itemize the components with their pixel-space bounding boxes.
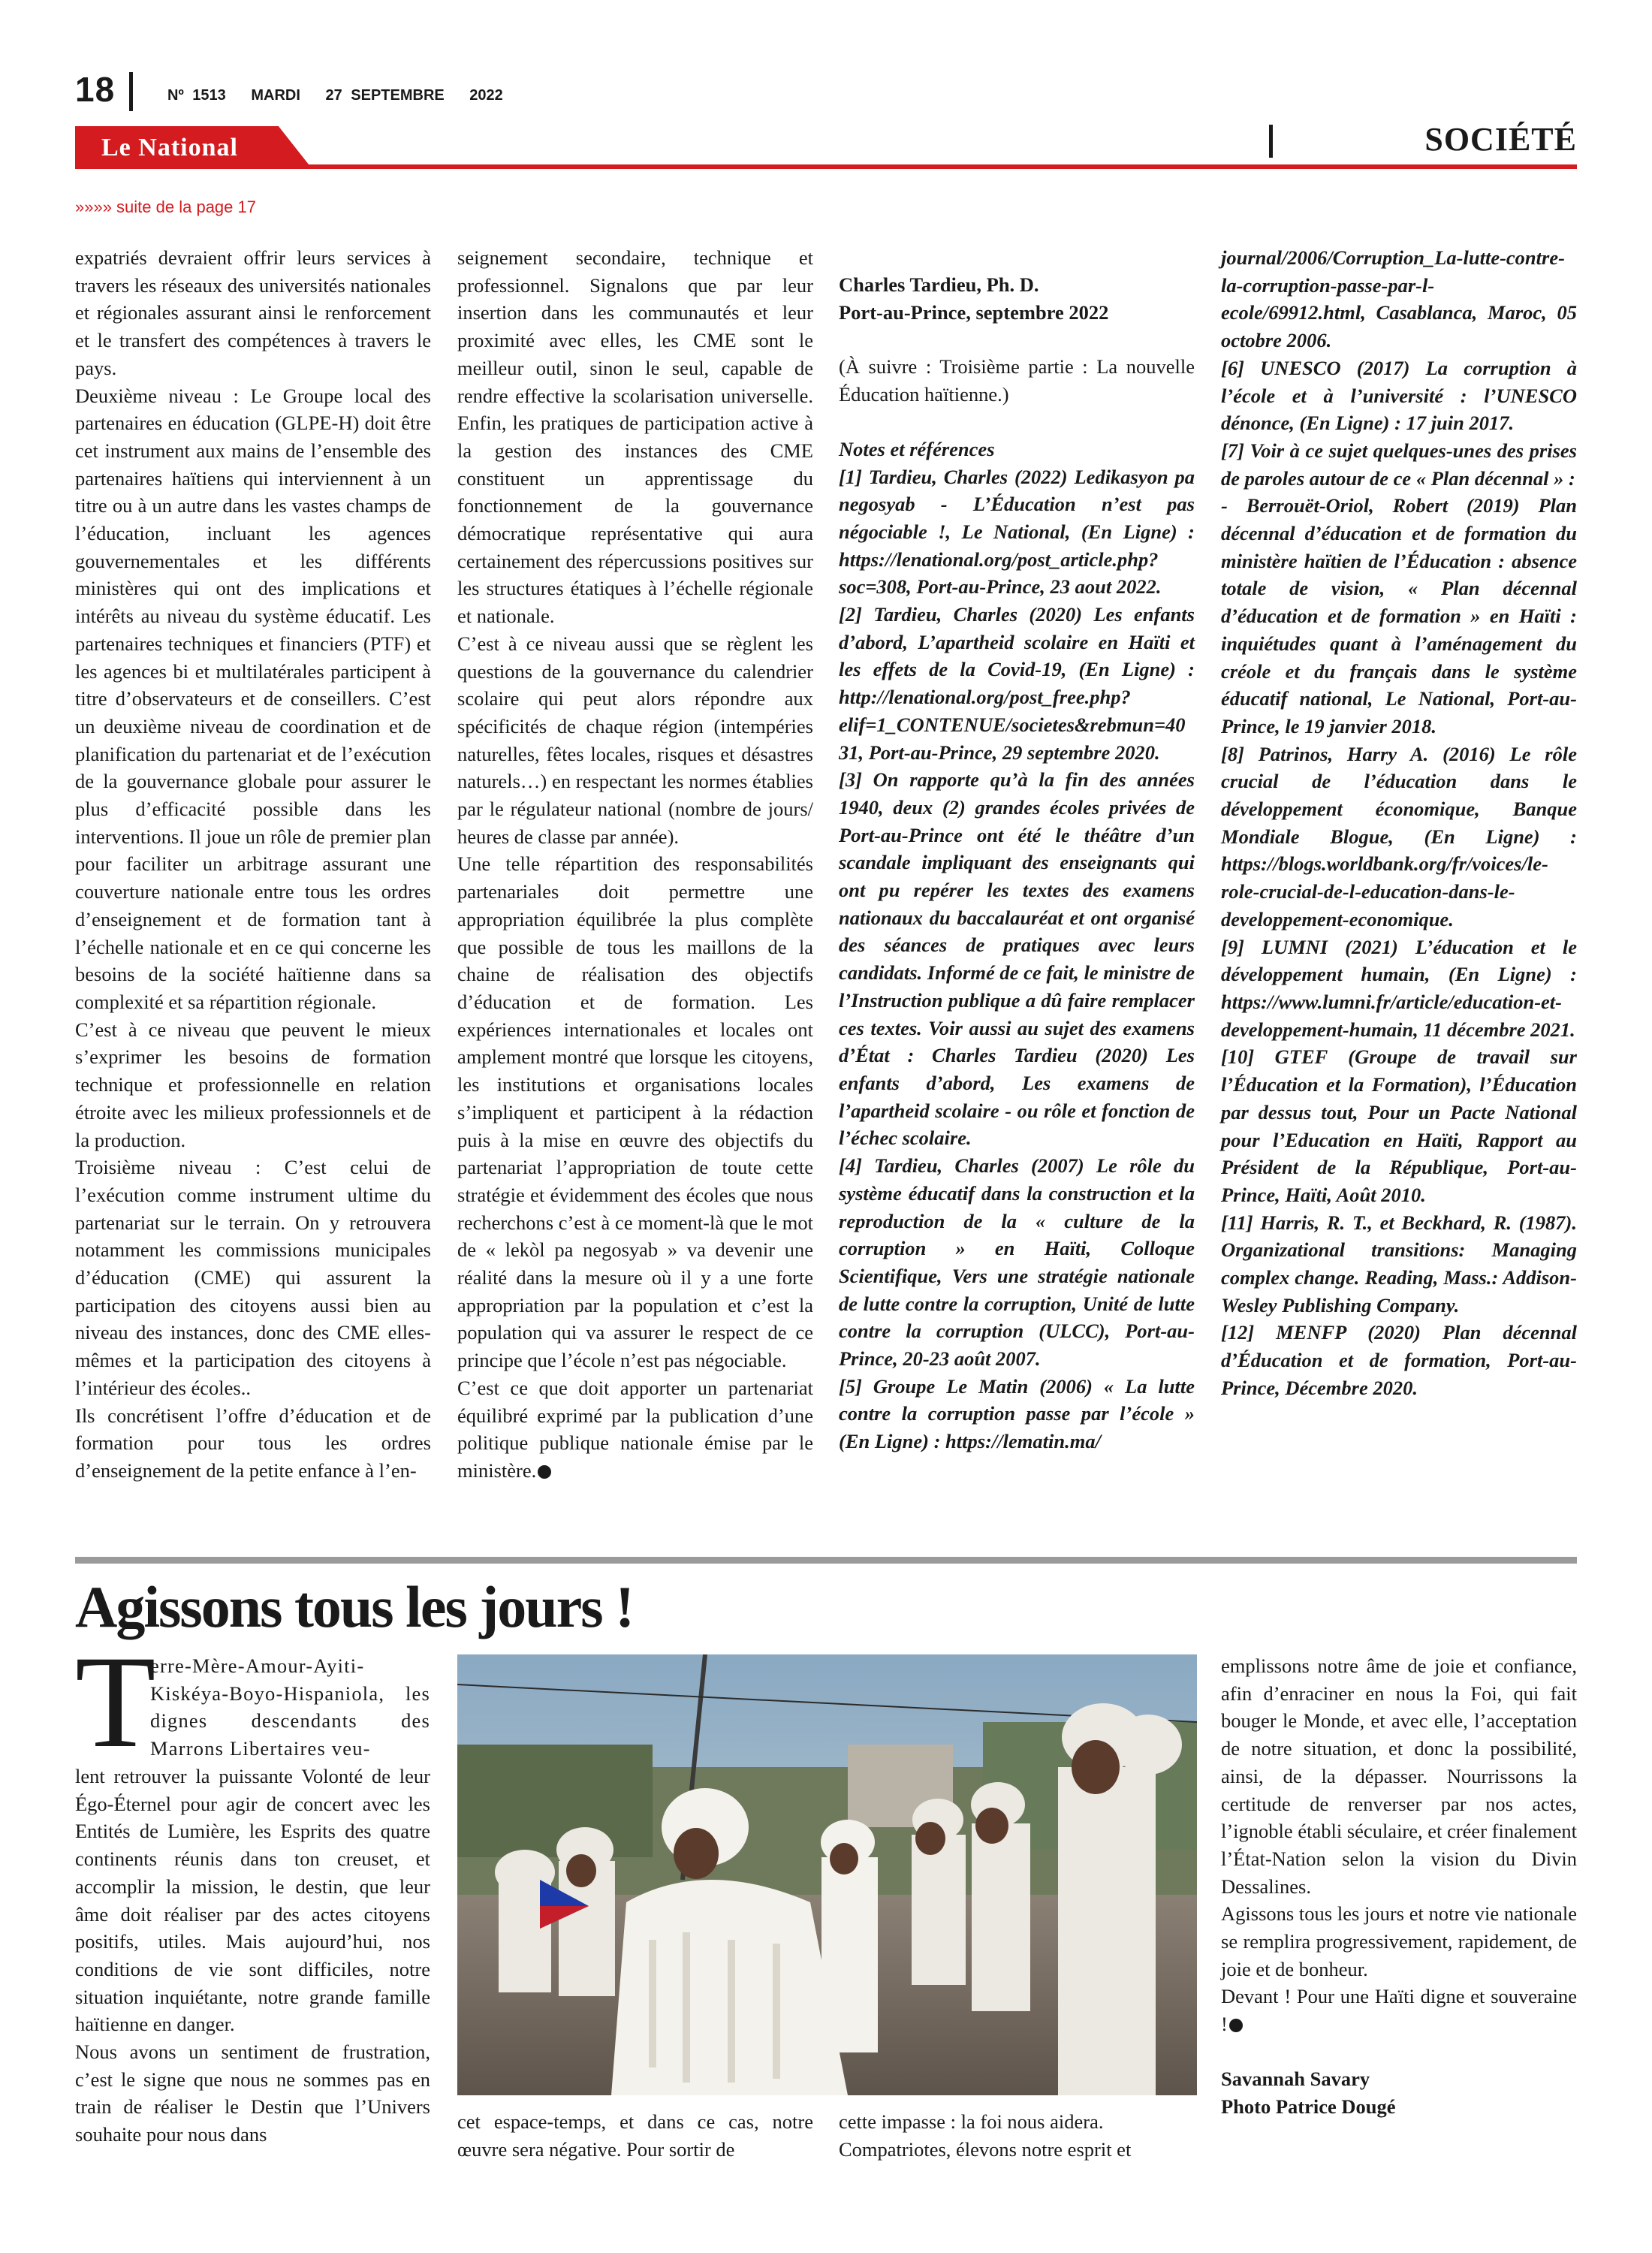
paragraph: lent retrouver la puissante Volonté de leur Égo-Éternel pour agir de concert avec les Entités de Lumière, les Esprits des quatre continents réunis dans ton creuset, et accomplir la mission, le destin, que leur âme doit réaliser par des actes citoyens positifs, utiles. Mais aujourd’hui, nos conditions de vie sont difficiles, notre situation inquiétante, notre grande famille haïtienne en danger. [75, 1765, 430, 2036]
paragraph: expatriés devraient offrir leurs services à travers les réseaux des universités nationales et régionales assurant ainsi le renforcement et le transfert des compétences à travers le pays. [75, 246, 431, 379]
note-7-item: - Berrouët-Oriol, Robert (2019) Plan décennal d’éducation et de formation du ministère haïtien de l’Éducation : absence totale de vision, « Plan décennal d’éducation et de formation » en Haïti : inquiétudes quant à l’aménagement du créole et du français dans le système éducatif national, Le National, Port-au-Prince, le 19 janvier 2018. [1221, 494, 1577, 737]
issue-line [167, 87, 520, 104]
drop-cap: T [75, 1629, 156, 1775]
photo-credit: Photo Patrice Dougé [1221, 2095, 1396, 2118]
paragraph: Une telle répartition des responsabilités partenariales doit permettre une appropriation équilibrée la plus complète que possible de tous les maillons de la chaine de réalisation des objectifs d’éducation et de formation. Les expériences internationales et locales ont amplement montré que lorsque les citoyens, les institutions et organisations locales s’impliquent et participent à la rédaction puis à la mise en œuvre des objectifs du partenariat l’appropriation de toute cette stratégie et évidemment des écoles que nous recherchons c’est à ce moment-là que le mot de « lekòl pa negosyab » va devenir une réalité dans la mesure où il y a une forte appropriation par la population et c’est la population qui va assurer le respect de ce principe que l’école n’est pas négociable. [457, 852, 813, 1372]
paragraph: C’est à ce niveau aussi que se règlent les questions de la gouvernance du calendrier scolaire qui peut alors répondre aux spécificités de chaque région (intempéries naturelles, fêtes locales, risques et désastres naturels…) en respectant les normes établies par le régulateur national (nombre de jours/ heures de classe par année). [457, 632, 813, 848]
paragraph: emplissons notre âme de joie et confiance, afin d’enraciner en nous la Foi, qui fait bouger le Monde, et avec elle, l’acceptation de notre situation, et donc la possibilité, ainsi, de la dépasser. Nourrissons la certitude de renverser par nos actes, l’ignoble établi séculaire, et créer finalement l’État-Nation selon la vision du Divin Dessalines. [1221, 1654, 1577, 1898]
note-11: [11] Harris, R. T., et Beckhard, R. (1987). Organizational transitions: Managing complex change. Reading, Mass.: Addison-Wesley Publishing Company. [1221, 1211, 1577, 1317]
article1-column-2 [457, 244, 813, 1485]
note-1: [1] Tardieu, Charles (2022) Ledikasyon pa negosyab - L’Éducation n’est pas négociable !, Le National, (En Ligne) : https://lenational.org/post_article.php?soc=308, Port-au-Prince, 23 aout 2022. [839, 465, 1195, 599]
end-mark-icon [538, 1465, 551, 1479]
article2-photo [457, 1654, 1197, 2095]
section-divider [1269, 125, 1273, 158]
notes-title: Notes et références [839, 437, 995, 460]
to-follow-note: (À suivre : Troisième partie : La nouvelle Éducation haïtienne.) [839, 355, 1195, 406]
procession-photo-illustration [457, 1654, 1197, 2095]
signature-place: Port-au-Prince, septembre 2022 [839, 300, 1109, 324]
note-9: [9] LUMNI (2021) L’éducation et le développement humain, (En Ligne) : https://www.lumni.fr/article/education-et-developpement-humain, 11 décembre 2021. [1221, 935, 1577, 1041]
author-name: Savannah Savary [1221, 2067, 1370, 2090]
article-divider [75, 1557, 1577, 1564]
note-4: [4] Tardieu, Charles (2007) Le rôle du système éducatif dans la construction et la reproduction de la « culture de la corruption » en Haïti, Colloque Scientifique, Vers une stratégie nationale de lutte contre la corruption, Unité de lutte contre la corruption (ULCC), Port-au-Prince, 20-23 août 2007. [839, 1154, 1195, 1371]
article2-lead [150, 1652, 430, 1763]
note-7: [7] Voir à ce sujet quelques-unes des prises de paroles autour de ce « Plan décennal » : [1221, 439, 1577, 490]
continued-from: »»»» suite de la page 17 [75, 198, 256, 216]
lead-text: erre-Mère-Amour-Ayiti-Kiskéya-Boyo-Hispaniola, les dignes descendants des Marrons Libertaires veu- [150, 1654, 430, 1760]
article1-column-3 [839, 244, 1195, 1455]
signature-name: Charles Tardieu, Ph. D. [839, 273, 1039, 296]
issue-year: 2022 [469, 87, 503, 104]
issue-day: MARDI [251, 87, 300, 104]
note-12: [12] MENFP (2020) Plan décennal d’Éducation et de formation, Port-au-Prince, Décembre 2020. [1221, 1321, 1577, 1399]
paragraph: Ils concrétisent l’offre d’éducation et de formation pour tous les ordres d’enseignement de la petite enfance à l’en- [75, 1404, 431, 1482]
article2-column-2 [457, 2108, 813, 2163]
note-5-cont: journal/2006/Corruption_La-lutte-contre-la-corruption-passe-par-l-ecole/69912.html, Casablanca, Maroc, 05 octobre 2006. [1221, 246, 1577, 352]
paragraph-last [457, 1374, 813, 1485]
paragraph: C’est à ce niveau que peuvent le mieux s’exprimer les besoins de formation technique et professionnelle en relation étroite avec les milieux professionnels et de la production. [75, 1018, 431, 1151]
article1-column-1 [75, 244, 431, 1485]
header-rule [75, 164, 1577, 169]
paragraph: seignement secondaire, technique et professionnel. Signalons que par leur insertion dans les communautés et leur proximité avec elles, les CME sont le meilleur outil, sinon le seul, capable de rendre effective la scolarisation universelle. Enfin, les pratiques de participation active à la gestion des instances des CME constituent un apprentissage du fonctionnement de la gouvernance démocratique représentative qui aura certainement des répercussions positives sur les structures étatiques à l’échelle régionale et nationale. [457, 246, 813, 628]
article2-column-1 [75, 1763, 430, 2149]
paragraph-last [1221, 1983, 1577, 2037]
note-3: [3] On rapporte qu’à la fin des années 1940, deux (2) grandes écoles privées de Port-au-Prince ont été le théâtre d’un scandale impliquant des enseignants qui ont pu repérer les textes des examens nationaux du baccalauréat et ont organisé des séances de pratiques avec leurs candidats. Informé de ce fait, le ministre de l’Instruction publique a dû faire remplacer ces textes. Voir aussi au sujet des examens d’État : Charles Tardieu (2020) Les enfants d’abord, Les examens de l’apartheid scolaire - ou rôle et fonction de l’échec scolaire. [839, 768, 1195, 1150]
issue-number: Nº 1513 [167, 87, 226, 104]
paragraph: cet espace-temps, et dans ce cas, notre œuvre sera négative. Pour sortir de [457, 2110, 813, 2161]
note-8: [8] Patrinos, Harry A. (2016) Le rôle crucial de l’éducation dans le développement économique, Banque Mondiale Blogue, (En Ligne) : https://blogs.worldbank.org/fr/voices/le-role-crucial-de-l-education-dans-le-developpement-economique. [1221, 742, 1577, 930]
note-6: [6] UNESCO (2017) La corruption à l’école et à l’université : l’UNESCO dénonce, (En Ligne) : 17 juin 2017. [1221, 356, 1577, 435]
paragraph: Compatriotes, élevons notre esprit et [839, 2137, 1132, 2161]
paragraph: Deuxième niveau : Le Groupe local des partenaires en éducation (GLPE-H) doit être cet instrument aux mains de l’ensemble des partenaires haïtiens qui interviennent à un titre ou à un autre dans les vastes champs de l’éducation, incluant les agences gouvernementales et les différents ministères qui ont des implications et intérêts au niveau du système éducatif. Les partenaires techniques et financiers (PTF) et les agences bi et multilatérales participent à titre d’observateurs et de conseillers. C’est un deuxième niveau de coordination et de planification du partenariat et de l’exécution de la gouvernance globale pour assurer le plus d’efficacité possible dans les interventions. Il joue un rôle de premier plan pour faciliter un arbitrage assurant une couverture nationale entre tous les ordres d’enseignement et de formation tant à l’échelle nationale et en ce qui concerne les besoins de la société haïtienne dans sa complexité et sa répartition régionale. [75, 384, 431, 1013]
issue-date: 27 SEPTEMBRE [325, 87, 445, 104]
note-5: [5] Groupe Le Matin (2006) « La lutte contre la corruption passe par l’école » (En Ligne) : https://lematin.ma/ [839, 1374, 1195, 1453]
note-2: [2] Tardieu, Charles (2020) Les enfants d’abord, L’apartheid scolaire en Haïti et les effets de la Covid-19, (En Ligne) : http://lenational.org/post_free.php?elif=1_CONTENUE/societes&rebmun=4031, Port-au-Prince, 29 septembre 2020. [839, 603, 1195, 764]
paragraph: Troisième niveau : C’est celui de l’exécution comme instrument ultime du partenariat sur le terrain. On y retrouvera notamment les commissions municipales d’éducation (CME) qui assurent la participation des citoyens aussi bien au niveau des instances, donc des CME elles-mêmes et la participation des citoyens à l’intérieur des écoles.. [75, 1156, 431, 1399]
paragraph-text: C’est ce que doit apporter un partenariat équilibré exprimé par la publication d’une politique publique nationale émise par le ministère. [457, 1376, 813, 1482]
article2-column-3 [839, 2108, 1195, 2163]
brand-logo: Le National [101, 134, 238, 161]
paragraph: cette impasse : la foi nous aidera. [839, 2110, 1104, 2133]
end-mark-icon [1229, 2019, 1243, 2032]
article1-column-4 [1221, 244, 1577, 1402]
page-number-divider [129, 72, 133, 111]
section-title: SOCIÉTÉ [1424, 121, 1577, 158]
paragraph-text: Devant ! Pour une Haïti digne et souveraine ! [1221, 1985, 1577, 2036]
page-number: 18 [75, 70, 116, 109]
article2-headline: Agissons tous les jours ! [75, 1574, 634, 1639]
note-10: [10] GTEF (Groupe de travail sur l’Éducation et la Formation), l’Éducation par dessus tout, Pour un Pacte National pour l’Education en Haïti, Rapport au Président de la République, Port-au-Prince, Haïti, Août 2010. [1221, 1045, 1577, 1206]
paragraph: Agissons tous les jours et notre vie nationale se remplira progressivement, rapidement, de joie et de bonheur. [1221, 1902, 1577, 1980]
article2-column-4 [1221, 1652, 1577, 2120]
paragraph: Nous avons un sentiment de frustration, c’est le signe que nous ne sommes pas en train de réaliser le Destin que l’Univers souhaite pour nous dans [75, 2040, 430, 2146]
